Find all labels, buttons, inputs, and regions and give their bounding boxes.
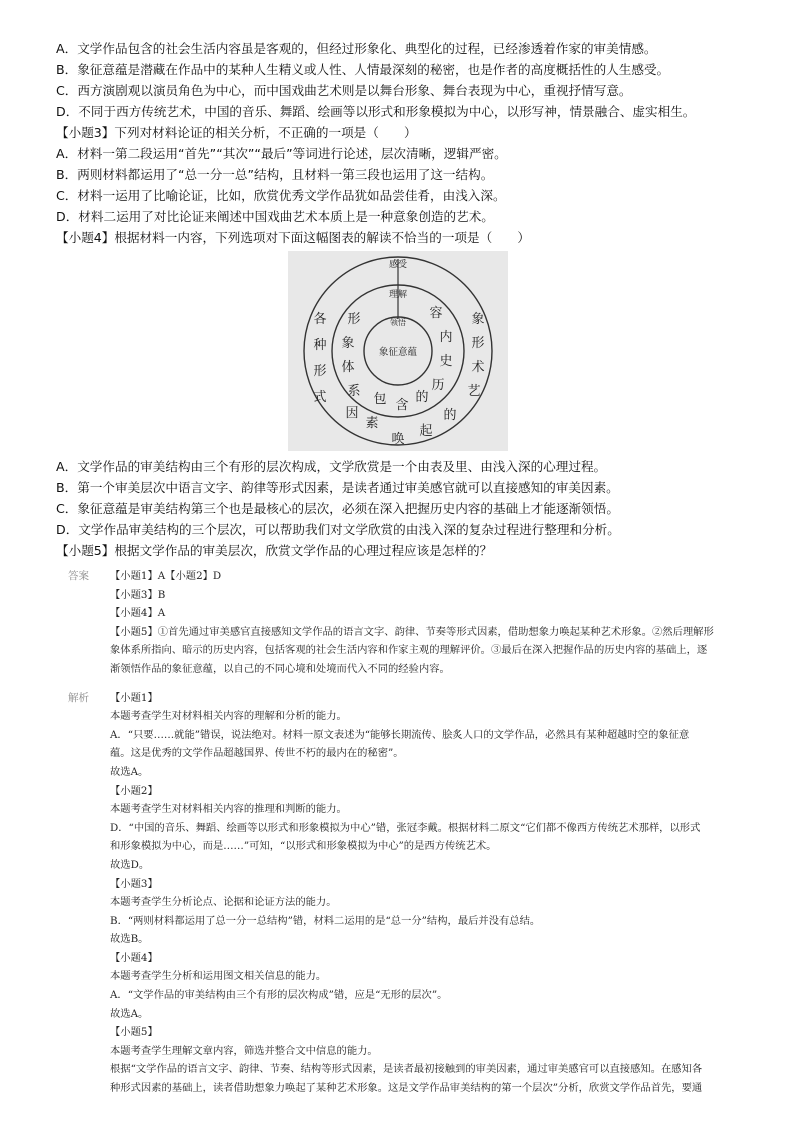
bottom-inner-0: 包 (373, 392, 387, 407)
analysis-line: 【小题1】 (110, 691, 158, 704)
middle-bottom-0: 因 (345, 406, 359, 421)
option-a-q4: A．文学作品的审美结构由三个有形的层次构成，文学欣赏是一个由表及里、由浅入深的心理过程。 (56, 459, 607, 474)
answer-analysis-section (68, 567, 758, 1098)
bottom-inner-2: 的 (415, 390, 429, 405)
analysis-line: 本题考查学生分析论点、论据和论证方法的能力。 (110, 896, 337, 909)
analysis-line: 【小题4】 (110, 951, 158, 964)
analysis-line: 和形象模拟为中心，而是……”可知，“以形式和形象模拟为中心”的是西方传统艺术。 (110, 840, 497, 853)
right-inner-0: 容 (429, 306, 443, 321)
answer-block (68, 567, 758, 679)
right-inner-3: 历 (431, 378, 445, 393)
option-d-q2: D．不同于西方传统艺术，中国的音乐、舞蹈、绘画等以形式和形象模拟为中心，以形写神，情景融合、虚实相生。 (56, 104, 696, 119)
analysis-line: A．“文学作品的审美结构由三个有形的层次构成”错，应是“无形的层次”。 (110, 989, 448, 1002)
answer-line: 象体系所指向、暗示的历史内容，包括客观的社会生活内容和作家主观的理解评价。③最后在深入把握作品的历史内容的基础上，逐 (110, 644, 708, 657)
center-label: 象征意蕴 (378, 347, 418, 358)
right-outer-1: 形 (471, 336, 485, 351)
middle-left-3: 系 (347, 384, 361, 399)
option-a-q3: A．材料一第二段运用“首先”“其次”“最后”等词进行论述，层次清晰，逻辑严密。 (56, 146, 507, 161)
label-comprehend: 领悟 (390, 318, 406, 327)
answer-line: 【小题1】A【小题2】D (110, 570, 222, 582)
analysis-lines (110, 689, 758, 1098)
analysis-line: 故选A。 (110, 765, 149, 778)
answer-line: 【小题5】①首先通过审美感官直接感知文学作品的语言文字、韵律、节奏等形式因素，借助想象力唤起某种艺术形象。②然后理解形 (110, 625, 714, 638)
right-outer-2: 术 (471, 360, 485, 375)
question-5-stem: 【小题5】根据文学作品的审美层次，欣赏文学作品的心理过程应该是怎样的？ (56, 543, 493, 558)
analysis-line: 种形式因素的基础上，读者借助想象力唤起了某种艺术形象。这是文学作品审美结构的第一个层次”分析，欣赏文学作品首先，要通 (110, 1082, 703, 1095)
question-4-stem: 【小题4】根据材料一内容，下列选项对下面这幅图表的解读不恰当的一项是（ ） (56, 230, 530, 245)
answer-lines (110, 567, 758, 679)
analysis-block (68, 689, 758, 1098)
analysis-label: 解析 (68, 691, 89, 704)
outer-left-1: 种 (313, 338, 327, 353)
analysis-line: 根据“文学作品的语言文字、韵律、节奏、结构等形式因素，是读者最初接触到的审美因素，通过审美感官可以直接感知。在感知各 (110, 1063, 703, 1076)
answer-line: 渐领悟作品的象征意蕴，以自己的不同心境和处境而代入不同的经验内容。 (110, 662, 450, 675)
option-c-q2: C．西方演剧观以演员角色为中心，而中国戏曲艺术则是以舞台形象、舞台表现为中心，重视抒情写意。 (56, 83, 632, 98)
analysis-line: 本题考查学生对材料相关内容的理解和分析的能力。 (110, 710, 347, 723)
label-understand: 理解 (388, 290, 408, 300)
right-outer-3: 艺 (467, 384, 481, 399)
middle-left-0: 形 (347, 312, 361, 327)
analysis-line: B．“两则材料都运用了总一分一总结构”错，材料二运用的是“总一分”结构，最后并没有总结。 (110, 914, 541, 927)
label-perceive: 感受 (388, 260, 408, 270)
analysis-line: 故选D。 (110, 858, 150, 871)
option-b-q2: B．象征意蕴是潜藏在作品中的某种人生精义或人性、人情最深刻的秘密，也是作者的高度概括性的人生感受。 (56, 62, 670, 77)
bottom-outer-2: 的 (443, 408, 457, 423)
bottom-outer-0: 唤 (391, 432, 405, 447)
aesthetic-structure-diagram (288, 251, 508, 451)
outer-left-2: 形 (313, 364, 327, 379)
middle-left-2: 体 (341, 360, 355, 375)
answer-line: 【小题3】B (110, 588, 166, 601)
analysis-line: 本题考查学生对材料相关内容的推理和判断的能力。 (110, 803, 347, 816)
outer-left-0: 各 (313, 312, 327, 327)
right-inner-1: 内 (439, 330, 453, 345)
option-d-q3: D．材料二运用了对比论证来阐述中国戏曲艺术本质上是一种意象创造的艺术。 (56, 209, 494, 224)
middle-left-1: 象 (341, 336, 355, 351)
bottom-outer-1: 起 (419, 424, 433, 439)
analysis-line: 【小题3】 (110, 877, 158, 890)
outer-left-3: 式 (313, 390, 327, 405)
analysis-line: 故选A。 (110, 1007, 149, 1020)
analysis-line: 本题考查学生理解文章内容，筛选并整合文中信息的能力。 (110, 1044, 378, 1057)
analysis-line: D．“中国的音乐、舞蹈、绘画等以形式和形象模拟为中心”错，张冠李戴。根据材料二原文“它们都不像西方传统艺术那样，以形式 (110, 821, 701, 834)
option-d-q4: D．文学作品审美结构的三个层次，可以帮助我们对文学欣赏的由浅入深的复杂过程进行整理和分析。 (56, 522, 620, 537)
analysis-line: 故选B。 (110, 933, 149, 946)
question-block (56, 38, 756, 561)
right-inner-2: 史 (439, 354, 453, 369)
option-c-q3: C．材料一运用了比喻论证，比如，欣赏优秀文学作品犹如品尝佳肴，由浅入深。 (56, 188, 506, 203)
bottom-inner-1: 含 (395, 398, 409, 413)
answer-line: 【小题4】A (110, 607, 166, 620)
analysis-line: 蕴。这是优秀的文学作品超越国界、传世不朽的最内在的秘密”。 (110, 747, 404, 760)
right-outer-0: 象 (471, 312, 485, 327)
analysis-line: 本题考查学生分析和运用图文相关信息的能力。 (110, 970, 327, 983)
option-c-q4: C．象征意蕴是审美结构第三个也是最核心的层次，必须在深入把握历史内容的基础上才能逐渐领悟。 (56, 501, 619, 516)
option-b-q4: B．第一个审美层次中语言文字、韵律等形式因素，是读者通过审美感官就可以直接感知的审美因素。 (56, 480, 619, 495)
analysis-line: 【小题2】 (110, 784, 158, 797)
option-b-q3: B．两则材料都运用了“总一分一总”结构，且材料一第三段也运用了这一结构。 (56, 167, 494, 182)
analysis-line: 【小题5】 (110, 1026, 158, 1039)
question-3-stem: 【小题3】下列对材料论证的相关分析，不正确的一项是（ ） (56, 125, 417, 140)
middle-bottom-1: 素 (365, 416, 379, 431)
option-a-q2: A．文学作品包含的社会生活内容虽是客观的，但经过形象化、典型化的过程，已经渗透着作家的审美情感。 (56, 41, 657, 56)
analysis-line: A．“只要……就能”错误，说法绝对。材料一原文表述为“能够长期流传、脍炙人口的文学作品，必然具有某种超越时空的象征意 (110, 728, 690, 741)
answer-label: 答案 (68, 570, 89, 582)
